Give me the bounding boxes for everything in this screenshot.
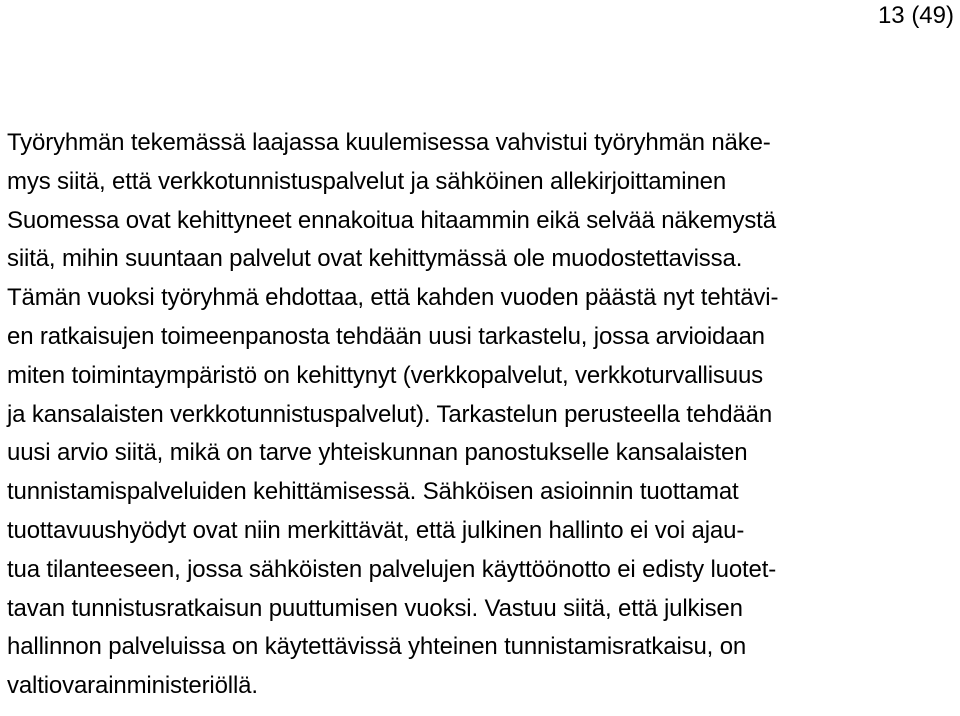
paragraph-line: uusi arvio siitä, mikä on tarve yhteiskunnan panostukselle kansalaisten (7, 439, 748, 467)
paragraph-line: valtiovarainministeriöllä. (7, 672, 258, 700)
page-number: 13 (49) (877, 2, 954, 29)
paragraph-line: mys siitä, että verkkotunnistuspalvelut ja sähköinen allekirjoittaminen (7, 167, 727, 195)
paragraph-line: tuottavuushyödyt ovat niin merkittävät, että julkinen hallinto ei voi ajau- (7, 516, 745, 544)
paragraph-line: miten toimintaympäristö on kehittynyt (verkkopalvelut, verkkoturvallisuus (7, 361, 764, 389)
paragraph-line: ja kansalaisten verkkotunnistuspalvelut). Tarkastelun perusteella tehdään (7, 400, 773, 428)
paragraph-line: Tämän vuoksi työryhmä ehdottaa, että kahden vuoden päästä nyt tehtävi- (7, 284, 779, 312)
paragraph-line: tunnistamispalveluiden kehittämisessä. Sähköisen asioinnin tuottamat (7, 478, 739, 506)
paragraph-line: Suomessa ovat kehittyneet ennakoitua hitaammin eikä selvää näkemystä (7, 206, 776, 234)
paragraph-line: tavan tunnistusratkaisun puuttumisen vuoksi. Vastuu siitä, että julkisen (7, 594, 743, 622)
paragraph-line: Työryhmän tekemässä laajassa kuulemisessa vahvistui työryhmän näke- (7, 129, 771, 156)
paragraph-line: en ratkaisujen toimeenpanosta tehdään uusi tarkastelu, jossa arvioidaan (7, 322, 765, 350)
paragraph-line: tua tilanteeseen, jossa sähköisten palvelujen käyttöönotto ei edisty luotet- (7, 555, 777, 583)
paragraph-line: hallinnon palveluissa on käytettävissä yhteinen tunnistamisratkaisu, on (7, 633, 747, 661)
body-paragraph (7, 124, 953, 706)
paragraph-line: siitä, mihin suuntaan palvelut ovat kehittymässä ole muodostettavissa. (7, 245, 743, 273)
